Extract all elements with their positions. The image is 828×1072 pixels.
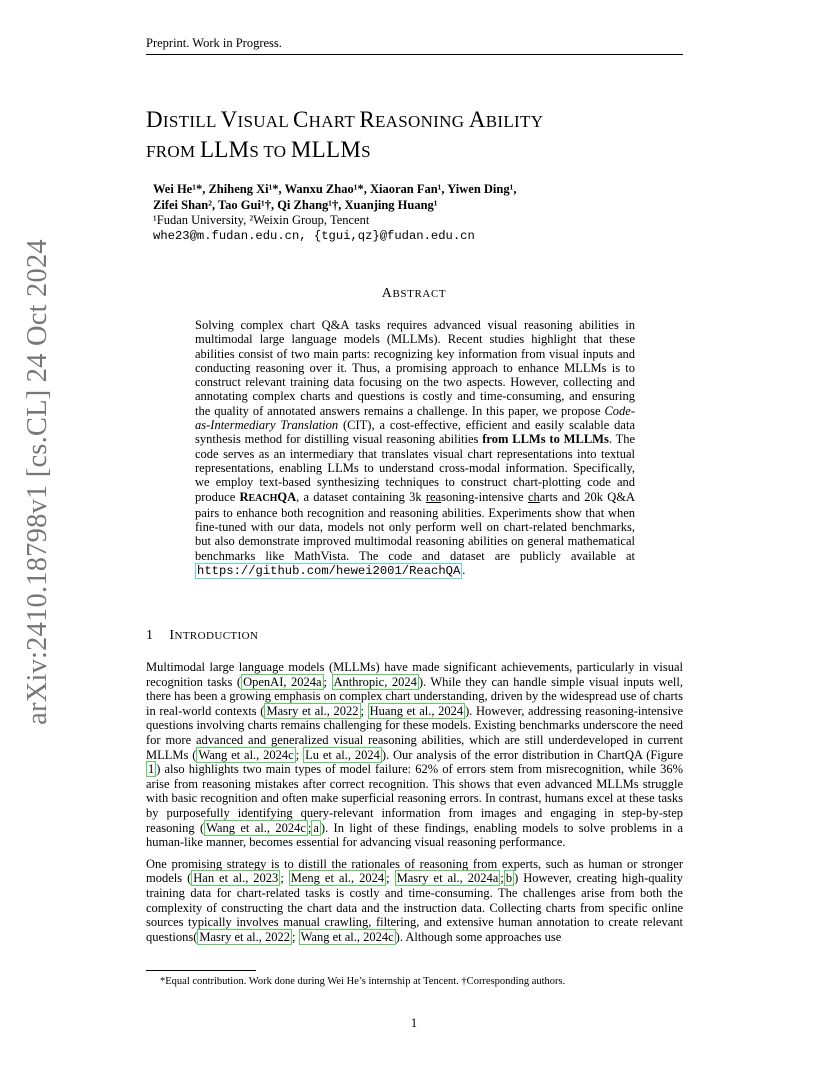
abstract-heading: ABSTRACT	[381, 286, 447, 301]
body-text: ;	[280, 871, 289, 886]
footnote: *Equal contribution. Work done during Wei He’s internship at Tencent. †Corresponding authors.	[160, 976, 566, 987]
citation-link[interactable]: OpenAI, 2024a	[243, 674, 322, 689]
citation-link[interactable]: Wang et al., 2024c	[206, 820, 306, 835]
body-text: ) However, creating high-quality training data for chart-related tasks is costly and time-consuming. The challenges arise from both the complexity of constructing the chart data and the instruction data. Collecting charts from specific online sources typically involves manual crawling, filtering, and extensive human annotation to create relevant questions(	[146, 871, 683, 944]
citation-link[interactable]: b	[505, 871, 513, 886]
citation-link[interactable]: Meng et al., 2024	[290, 871, 385, 886]
abstract-body	[195, 318, 635, 578]
citation-link[interactable]: Anthropic, 2024	[333, 674, 417, 689]
bold-phrase: from LLMs to MLLMs	[482, 432, 609, 447]
page-number: 1	[410, 1016, 418, 1030]
dataset-name: REACHQA	[239, 489, 297, 504]
body-text: ). Although some approaches use	[395, 929, 562, 944]
affiliations: ¹Fudan University, ²Weixin Group, Tencent	[153, 213, 370, 227]
abstract-paragraph: Solving complex chart Q&A tasks requires advanced visual reasoning abilities in multimodal large language models (MLLMs). Recent studies highlight that these abilities consist of two main parts: recognizing key information from visual inputs and conducting reasoning over it. Thus, a promising approach to enhance MLLMs is to construct relevant training data focusing on the two aspects. However, collecting and annotating complex charts and questions is costly and time-consuming, and ensuring the quality of annotated answers remains a challenge. In this paper, we propose Code-as-Intermediary Translation (CIT), a cost-effective, efficient and easily scalable data synthesis method for distilling visual reasoning abilities from LLMs to MLLMs. The code serves as an intermediary that translates visual chart representations into textual representations, enabling LLMs to understand cross-modal information. Specifically, we employ text-based synthesizing techniques to construct chart-plotting code and produce REACHQA, a dataset containing 3k reasoning-intensive charts and 20k Q&A pairs to enhance both recognition and reasoning abilities. Experiments show that when fine-tuned with our data, models not only perform well on chart-related benchmarks, but also demonstrate improved multimodal reasoning abilities on general mathematical benchmarks like MathVista. The code and dataset are publicly available at https://github.com/hewei2001/ReachQA .	[195, 318, 635, 579]
citation-link[interactable]: Wang et al., 2024c	[300, 929, 394, 944]
title-line-1: DISTILL VISUAL CHART REASONING ABILITY	[146, 107, 544, 132]
body-text: Multimodal large language models (MLLMs) have made significant achievements, particularly in visual recognition tasks (	[146, 660, 683, 689]
citation-link[interactable]: 1	[148, 762, 155, 777]
body-text: ;	[307, 820, 312, 835]
citation-link[interactable]: Huang et al., 2024	[369, 703, 464, 718]
body-text: ;	[295, 747, 304, 762]
citation-link[interactable]: Han et al., 2023	[193, 871, 279, 886]
body-text: ) also highlights two main types of model failure: 62% of errors stem from misrecognition, while 36% arise from reasoning mistakes after correct recognition. This shows that even advanced MLLMs struggle with basic recognition and often make superficial reasoning errors. In contrast, humans excel at these tasks by purposefully identifying query-relevant information from images and engaging in step-by-step reasoning (	[146, 762, 683, 835]
body-text: ). While they can handle simple visual inputs well, there has been a growing emphasis on complex chart understanding, driven by the widespread use of charts in real-world contexts (	[146, 674, 683, 718]
repo-link[interactable]: https://github.com/hewei2001/ReachQA	[197, 564, 461, 579]
body-text: ;	[292, 929, 299, 944]
arxiv-id: arXiv:2410.18798v1 [cs.CL] 24 Oct 2024	[22, 239, 53, 725]
arxiv-stamp	[18, 239, 58, 725]
running-header: Preprint. Work in Progress.	[146, 36, 683, 55]
body-text: ). In light of these findings, enabling models to solve problems in a human-like manner, becomes essential for advancing visual reasoning performance.	[146, 820, 684, 850]
author-line-2: Zifei Shan², Tao Gui¹†, Qi Zhang¹†, Xuanjing Huang¹	[153, 197, 438, 212]
footnote-rule	[146, 970, 256, 971]
citation-link[interactable]: Masry et al., 2022	[266, 703, 359, 718]
paper-title	[146, 106, 686, 166]
intro-paragraph-2	[146, 857, 683, 945]
citation-link[interactable]: Masry et al., 2022	[199, 929, 290, 944]
citation-link[interactable]: Wang et al., 2024c	[198, 747, 294, 762]
body-text: ;	[500, 871, 504, 886]
body-text: ;	[323, 674, 332, 689]
body-text: ). However, addressing reasoning-intensive questions involving charts remains challenging for these models. Existing benchmarks underscore the need for more advanced and generalized visual reasoning abilities, which are still underdeveloped in current MLLMs (	[146, 703, 684, 762]
body-text: ;	[360, 703, 368, 718]
intro-paragraph-1	[146, 660, 683, 850]
author-emails[interactable]: whe23@m.fudan.edu.cn, {tgui,qz}@fudan.edu.cn	[153, 228, 475, 243]
method-name: Code-as-Intermediary Translation	[195, 403, 635, 433]
citation-link[interactable]: a	[313, 820, 319, 835]
author-block	[153, 182, 693, 244]
body-text: ). Our analysis of the error distribution in ChartQA (Figure	[381, 747, 683, 762]
citation-link[interactable]: Lu et al., 2024	[305, 747, 380, 762]
intro-body	[146, 660, 683, 951]
title-line-2: FROM LLMS TO MLLMS	[146, 137, 371, 162]
body-text: One promising strategy is to distill the rationales of reasoning from experts, such as human or stronger models (	[146, 856, 683, 886]
author-line-1: Wei He¹*, Zhiheng Xi¹*, Wanxu Zhao¹*, Xiaoran Fan¹, Yiwen Ding¹,	[153, 182, 517, 196]
citation-link[interactable]: Masry et al., 2024a	[396, 871, 499, 886]
body-text: ;	[386, 871, 395, 886]
section-heading-introduction: 1 INTRODUCTION	[146, 628, 259, 643]
